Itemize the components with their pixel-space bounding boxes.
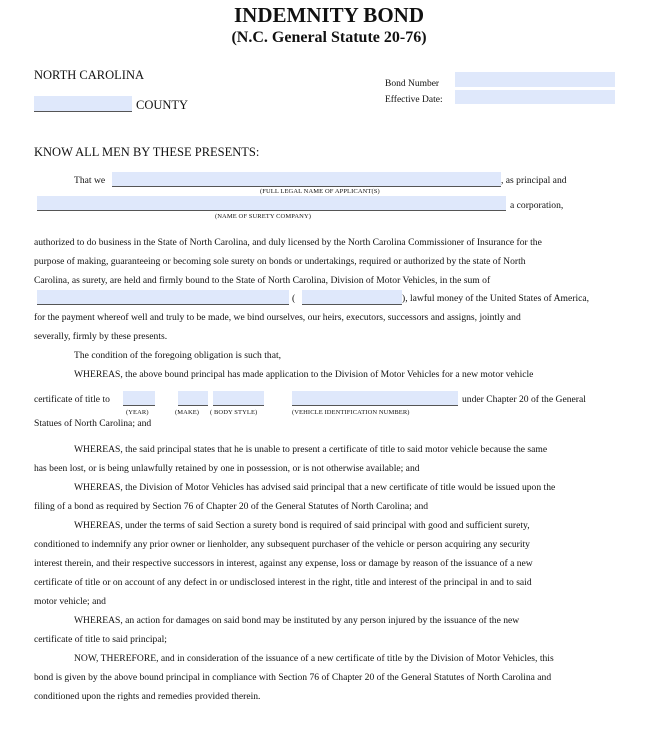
bond-number-label: Bond Number	[385, 79, 440, 89]
effective-date-label: Effective Date:	[385, 95, 443, 105]
applicant-name-field[interactable]	[112, 172, 501, 187]
vehicle-make-field[interactable]	[178, 391, 208, 406]
county-field[interactable]	[34, 96, 132, 112]
paragraph-line: WHEREAS, the Division of Motor Vehicles has advised said principal that a new certificate of title would be issued upon the	[74, 482, 556, 493]
paragraph-line: WHEREAS, an action for damages on said bond may be instituted by any person injured by the issuance of the new	[74, 615, 520, 626]
paragraph-line: bond is given by the above bound principal in compliance with Section 76 of Chapter 20 of the General Statutes of North Carolina and	[34, 672, 552, 683]
paragraph-line: certificate of title or on account of any defect in or undisclosed interest in the right, title and interest of the principal in and to said	[34, 577, 532, 588]
paragraph-line: WHEREAS, under the terms of said Section a surety bond is required of said principal with good and sufficient surety,	[74, 520, 530, 531]
paragraph-line: authorized to do business in the State of North Carolina, and duly licensed by the North Carolina Commissioner of Insurance for the	[34, 237, 542, 248]
paragraph-line: Statues of North Carolina; and	[34, 418, 152, 429]
document-subtitle: (N.C. General Statute 20-76)	[231, 29, 427, 46]
as-principal-text: , as principal and	[501, 175, 567, 186]
paragraph-line: conditioned to indemnify any prior owner or lienholder, any subsequent purchaser of the vehicle or person acquiring any security	[34, 539, 530, 550]
surety-name-field[interactable]	[37, 196, 506, 211]
paragraph-line: purpose of making, guaranteeing or becoming sole surety on bonds or undertakings, required or authorized by the state of North	[34, 256, 526, 267]
under-chapter-text: under Chapter 20 of the General	[462, 394, 586, 405]
intro-heading: KNOW ALL MEN BY THESE PRESENTS:	[34, 145, 260, 159]
paren-open: (	[292, 293, 296, 304]
sum-words-field[interactable]	[37, 290, 289, 305]
body-style-caption: ( BODY STYLE)	[210, 409, 258, 416]
make-caption: (MAKE)	[175, 409, 200, 416]
vin-caption: (VEHICLE IDENTIFICATION NUMBER)	[292, 409, 410, 416]
paragraph-line: WHEREAS, the above bound principal has made application to the Division of Motor Vehicles for a new motor vehicle	[74, 369, 534, 380]
effective-date-field[interactable]	[455, 90, 615, 104]
lawful-money-text: ), lawful money of the United States of America,	[402, 293, 590, 304]
paragraph-line: motor vehicle; and	[34, 596, 106, 607]
paragraph-line: filing of a bond as required by Section 76 of Chapter 20 of the General Statutes of North Carolina; and	[34, 501, 429, 512]
paragraph-line: has been lost, or is being unlawfully retained by one in possession, or is not otherwise available; and	[34, 463, 420, 474]
sum-amount-field[interactable]	[302, 290, 402, 305]
surety-caption: (NAME OF SURETY COMPANY)	[215, 213, 311, 220]
that-we-text: That we	[74, 175, 106, 186]
county-label: COUNTY	[136, 98, 189, 112]
state-label: NORTH CAROLINA	[34, 68, 145, 82]
applicant-caption: (FULL LEGAL NAME OF APPLICANT(S)	[260, 188, 380, 195]
bond-number-field[interactable]	[455, 72, 615, 87]
year-caption: (YEAR)	[126, 409, 149, 416]
paragraph-line: WHEREAS, the said principal states that he is unable to present a certificate of title to said motor vehicle because the same	[74, 444, 548, 455]
paragraph-line: The condition of the foregoing obligation is such that,	[74, 350, 282, 361]
cert-title-to-text: certificate of title to	[34, 394, 110, 405]
paragraph-line: certificate of title to said principal;	[34, 634, 167, 645]
document-title: INDEMNITY BOND	[234, 3, 424, 27]
corporation-text: a corporation,	[510, 200, 564, 211]
paragraph-line: NOW, THEREFORE, and in consideration of the issuance of a new certificate of title by the Division of Motor Vehicles, this	[74, 653, 554, 664]
paragraph-line: conditioned upon the rights and remedies provided therein.	[34, 691, 261, 702]
vehicle-year-field[interactable]	[123, 391, 155, 406]
paragraph-line: for the payment whereof well and truly to be made, we bind ourselves, our heirs, executors, successors and assigns, jointly and	[34, 312, 521, 323]
paragraph-line: severally, firmly by these presents.	[34, 331, 168, 342]
paragraph-line: Carolina, as surety, are held and firmly bound to the State of North Carolina, Division of Motor Vehicles, in the sum of	[34, 275, 491, 286]
vin-field[interactable]	[292, 391, 458, 406]
paragraph-line: interest therein, and their respective successors in interest, against any expense, loss or damage by reason of the issuance of a new	[34, 558, 533, 569]
vehicle-body-style-field[interactable]	[213, 391, 264, 406]
